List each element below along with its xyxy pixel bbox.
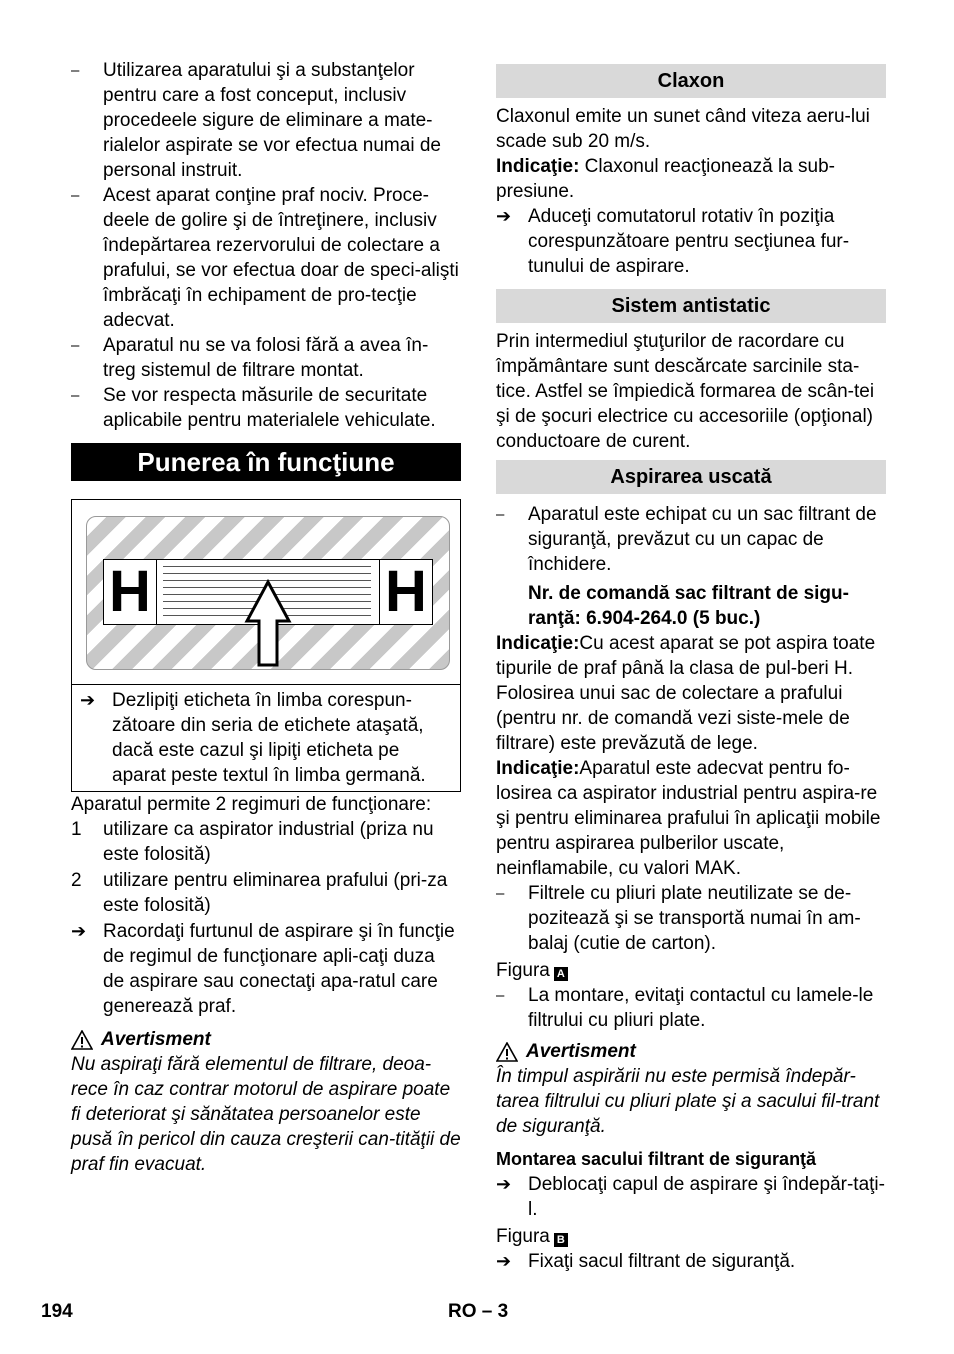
dust-class-h-symbol: H xyxy=(104,560,157,624)
right-column xyxy=(496,64,886,1274)
list-item: – Acest aparat conţine praf nociv. Proce-deele de golire şi de întreţinere, inclusiv îndepărtarea rezervorului de colectare a prafului, se vor efectua doar de speci-alişti îmbrăcaţi în echipament de pro-tecţie adecvat. xyxy=(71,185,459,331)
warning-heading: Avertisment xyxy=(71,1027,461,1052)
list-item: ➔ Deblocaţi capul de aspirare şi îndepăr-taţi-l. xyxy=(496,1174,885,1220)
arrow-right-icon: ➔ xyxy=(80,690,96,710)
warning-text: În timpul aspirării nu este permisă îndepăr-tarea filtrului cu pliuri plate şi a sacului fil-trant de siguranţă. xyxy=(496,1066,880,1137)
list-item: ➔ Racordaţi furtunul de aspirare şi în funcţie de regimul de funcţionare apli-caţi duza de aspirare sau conectaţi apa-ratul care generează praf. xyxy=(71,921,455,1017)
figure-reference: Figura B xyxy=(496,1224,886,1249)
note: Indicaţie:Aparatul este adecvat pentru fo-losirea ca aspirator industrial pentru aspira-re şi pentru eliminarea prafului în aplicaţii mobile pentru aspirarea pulberilor uscate, neinflamabile, cu valori MAK. xyxy=(496,758,881,879)
order-number: Nr. de comandă sac filtrant de sigu-ranţă: 6.904-264.0 (5 buc.) xyxy=(528,583,849,629)
warning-text: Nu aspiraţi fără elementul de filtrare, deoa-rece în caz contrar motorul de aspirare poate fi deteriorat şi sănătatea persoanelor este pusă în pericol din cauza creşterii can-tităţii de praf fin evacuat. xyxy=(71,1054,461,1175)
list-item: – Aparatul este echipat cu un sac filtrant de siguranţă, prevăzut cu un capac de închidere. xyxy=(496,504,877,575)
arrow-right-icon: ➔ xyxy=(71,921,87,941)
figure-a-marker: A xyxy=(554,967,568,981)
section-heading: Claxon xyxy=(496,64,886,98)
label-box xyxy=(71,499,461,792)
label-illustration xyxy=(72,500,460,685)
page-number: 194 xyxy=(41,1301,73,1322)
figure-b-marker: B xyxy=(554,1233,568,1247)
list-item: – Filtrele cu pliuri plate neutilizate se de-pozitează şi se transportă numai în am-balaj (cutie de carton). xyxy=(496,883,861,954)
figure-reference: Figura A xyxy=(496,958,886,983)
arrow-right-icon: ➔ xyxy=(496,1251,512,1271)
list-item: – Utilizarea aparatului şi a substanţelor pentru care a fost conceput, inclusiv procedeele sigure de eliminare a mate-rialelor aspirate se vor efectua numai de personal instruit. xyxy=(71,60,441,181)
dust-class-h-symbol: H xyxy=(379,560,432,624)
left-column xyxy=(71,58,461,1177)
list-item: – La montare, evitaţi contactul cu lamele-le filtrului cu pliuri plate. xyxy=(496,985,874,1031)
paragraph: Prin intermediul ştuţurilor de racordare cu împământare sunt descărcate sarcinile sta-tice. Astfel se împiedică formarea de scân-tei şi de şocuri electrice cu accesoriile (opţional) conductoare de curent. xyxy=(496,331,875,452)
section-heading: Aspirarea uscată xyxy=(496,460,886,494)
language-page-label: RO – 3 xyxy=(448,1301,509,1322)
list-item: ➔ Dezlipiţi eticheta în limba corespun-zătoare din seria de etichete ataşată, dacă este cazul şi lipiţi eticheta pe aparat peste textul în limba germană. xyxy=(80,690,426,786)
section-heading: Sistem antistatic xyxy=(496,289,886,323)
arrow-up-icon xyxy=(243,579,293,669)
list-item: 1 utilizare ca aspirator industrial (priza nu este folosită) xyxy=(71,819,434,865)
warning-heading: Avertisment xyxy=(496,1039,886,1064)
warning-triangle-icon xyxy=(71,1030,93,1050)
section-heading: Punerea în funcţiune xyxy=(71,443,461,481)
arrow-right-icon: ➔ xyxy=(496,206,512,226)
list-item: ➔ Fixaţi sacul filtrant de siguranţă. xyxy=(496,1251,796,1272)
list-item: ➔ Aduceţi comutatorul rotativ în poziţia corespunzătoare pentru secţiunea fur-tunului de aspirare. xyxy=(496,206,850,277)
striped-label xyxy=(86,516,450,670)
note: Indicaţie: Claxonul reacţionează la sub-presiune. xyxy=(496,156,835,202)
list-item: 2 utilizare pentru eliminarea prafului (pri-za este folosită) xyxy=(71,870,448,916)
note: Indicaţie:Cu acest aparat se pot aspira toate tipurile de praf până la clasa de pul-beri H. Folosirea unui sac de colectare a prafului (pentru nr. de comandă vezi siste-mele de filtrare) este prevăzută de lege. xyxy=(496,633,876,754)
paragraph: Claxonul emite un sunet când viteza aeru-lui scade sub 20 m/s. xyxy=(496,106,870,152)
list-item: – Aparatul nu se va folosi fără a avea în-treg sistemul de filtrare montat. xyxy=(71,335,429,381)
warning-triangle-icon xyxy=(496,1042,518,1062)
arrow-right-icon: ➔ xyxy=(496,1174,512,1194)
modes-intro: Aparatul permite 2 regimuri de funcţionare: xyxy=(71,794,432,815)
list-item: – Se vor respecta măsurile de securitate aplicabile pentru materialele vehiculate. xyxy=(71,385,436,431)
subheading: Montarea sacului filtrant de siguranţă xyxy=(496,1149,817,1169)
